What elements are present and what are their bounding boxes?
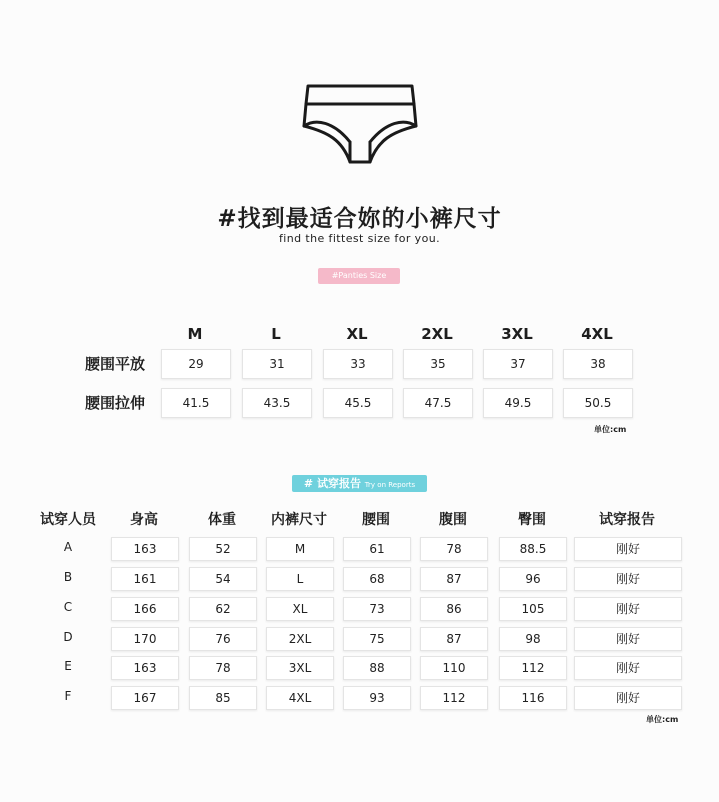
person-label: A xyxy=(63,540,73,554)
size-cell: 49.5 xyxy=(483,388,553,418)
report-cell: L xyxy=(266,567,334,591)
size-header-2xl: 2XL xyxy=(421,325,453,343)
report-cell: 88.5 xyxy=(499,537,567,561)
report-header-cell: 试穿人员 xyxy=(40,512,96,528)
report-cell: 52 xyxy=(189,537,257,561)
size-cell: 33 xyxy=(323,349,393,379)
report-cell: 68 xyxy=(343,567,411,591)
report-cell: 105 xyxy=(499,597,567,621)
size-cell: 31 xyxy=(242,349,312,379)
size-cell: 29 xyxy=(161,349,231,379)
person-label: E xyxy=(64,659,72,673)
panties-size-tag: #Panties Size xyxy=(318,268,400,284)
report-cell: 161 xyxy=(111,567,179,591)
report-cell: 163 xyxy=(111,656,179,680)
try-on-report-tag xyxy=(292,475,427,492)
report-cell: 87 xyxy=(420,627,488,651)
report-cell: 78 xyxy=(189,656,257,680)
size-cell: 45.5 xyxy=(323,388,393,418)
size-header-3xl: 3XL xyxy=(501,325,533,343)
report-cell: 刚好 xyxy=(574,686,682,710)
size-cell: 37 xyxy=(483,349,553,379)
report-cell: 刚好 xyxy=(574,656,682,680)
report-header-cell: 腹围 xyxy=(439,512,467,528)
report-cell: 75 xyxy=(343,627,411,651)
page-subtitle: find the fittest size for you. xyxy=(279,232,440,245)
report-cell: 54 xyxy=(189,567,257,591)
person-label: F xyxy=(64,689,72,703)
size-row-label: 腰围平放 xyxy=(85,355,146,373)
size-row-label: 腰围拉伸 xyxy=(85,394,146,412)
report-cell: 85 xyxy=(189,686,257,710)
report-header-cell: 腰围 xyxy=(362,512,390,528)
page-title: #找到最适合妳的小裤尺寸 xyxy=(217,206,502,232)
size-cell: 41.5 xyxy=(161,388,231,418)
report-cell: 刚好 xyxy=(574,597,682,621)
report-cell: 4XL xyxy=(266,686,334,710)
report-header-cell: 体重 xyxy=(208,512,236,528)
size-header-m: M xyxy=(187,325,203,343)
report-cell: 112 xyxy=(499,656,567,680)
report-cell: XL xyxy=(266,597,334,621)
person-label: D xyxy=(63,630,73,644)
report-cell: 刚好 xyxy=(574,537,682,561)
report-cell: 93 xyxy=(343,686,411,710)
report-cell: 刚好 xyxy=(574,567,682,591)
size-unit-label: 单位:cm xyxy=(594,425,627,434)
size-cell: 38 xyxy=(563,349,633,379)
briefs-icon xyxy=(298,78,422,170)
size-header-xl: XL xyxy=(346,325,368,343)
report-cell: 78 xyxy=(420,537,488,561)
report-cell: 88 xyxy=(343,656,411,680)
report-cell: 167 xyxy=(111,686,179,710)
size-header-4xl: 4XL xyxy=(581,325,613,343)
report-cell: 98 xyxy=(499,627,567,651)
report-cell: 76 xyxy=(189,627,257,651)
report-cell: 86 xyxy=(420,597,488,621)
size-header-l: L xyxy=(271,325,281,343)
person-label: B xyxy=(63,570,73,584)
report-cell: 96 xyxy=(499,567,567,591)
report-cell: M xyxy=(266,537,334,561)
report-header-cell: 试穿报告 xyxy=(599,512,655,528)
try-on-report-subtitle: Try on Reports xyxy=(364,481,416,489)
report-cell: 116 xyxy=(499,686,567,710)
size-cell: 43.5 xyxy=(242,388,312,418)
size-cell: 47.5 xyxy=(403,388,473,418)
report-cell: 163 xyxy=(111,537,179,561)
report-cell: 170 xyxy=(111,627,179,651)
report-header-cell: 臀围 xyxy=(518,512,546,528)
size-cell: 50.5 xyxy=(563,388,633,418)
report-cell: 3XL xyxy=(266,656,334,680)
report-unit-label: 单位:cm xyxy=(646,715,679,724)
report-cell: 87 xyxy=(420,567,488,591)
person-label: C xyxy=(63,600,73,614)
report-cell: 62 xyxy=(189,597,257,621)
report-header-cell: 内裤尺寸 xyxy=(271,512,327,528)
try-on-report-title: # 试穿报告 xyxy=(303,477,361,490)
report-cell: 110 xyxy=(420,656,488,680)
report-cell: 73 xyxy=(343,597,411,621)
report-cell: 61 xyxy=(343,537,411,561)
report-header-cell: 身高 xyxy=(130,512,158,528)
report-cell: 166 xyxy=(111,597,179,621)
report-cell: 2XL xyxy=(266,627,334,651)
report-cell: 刚好 xyxy=(574,627,682,651)
report-cell: 112 xyxy=(420,686,488,710)
size-cell: 35 xyxy=(403,349,473,379)
